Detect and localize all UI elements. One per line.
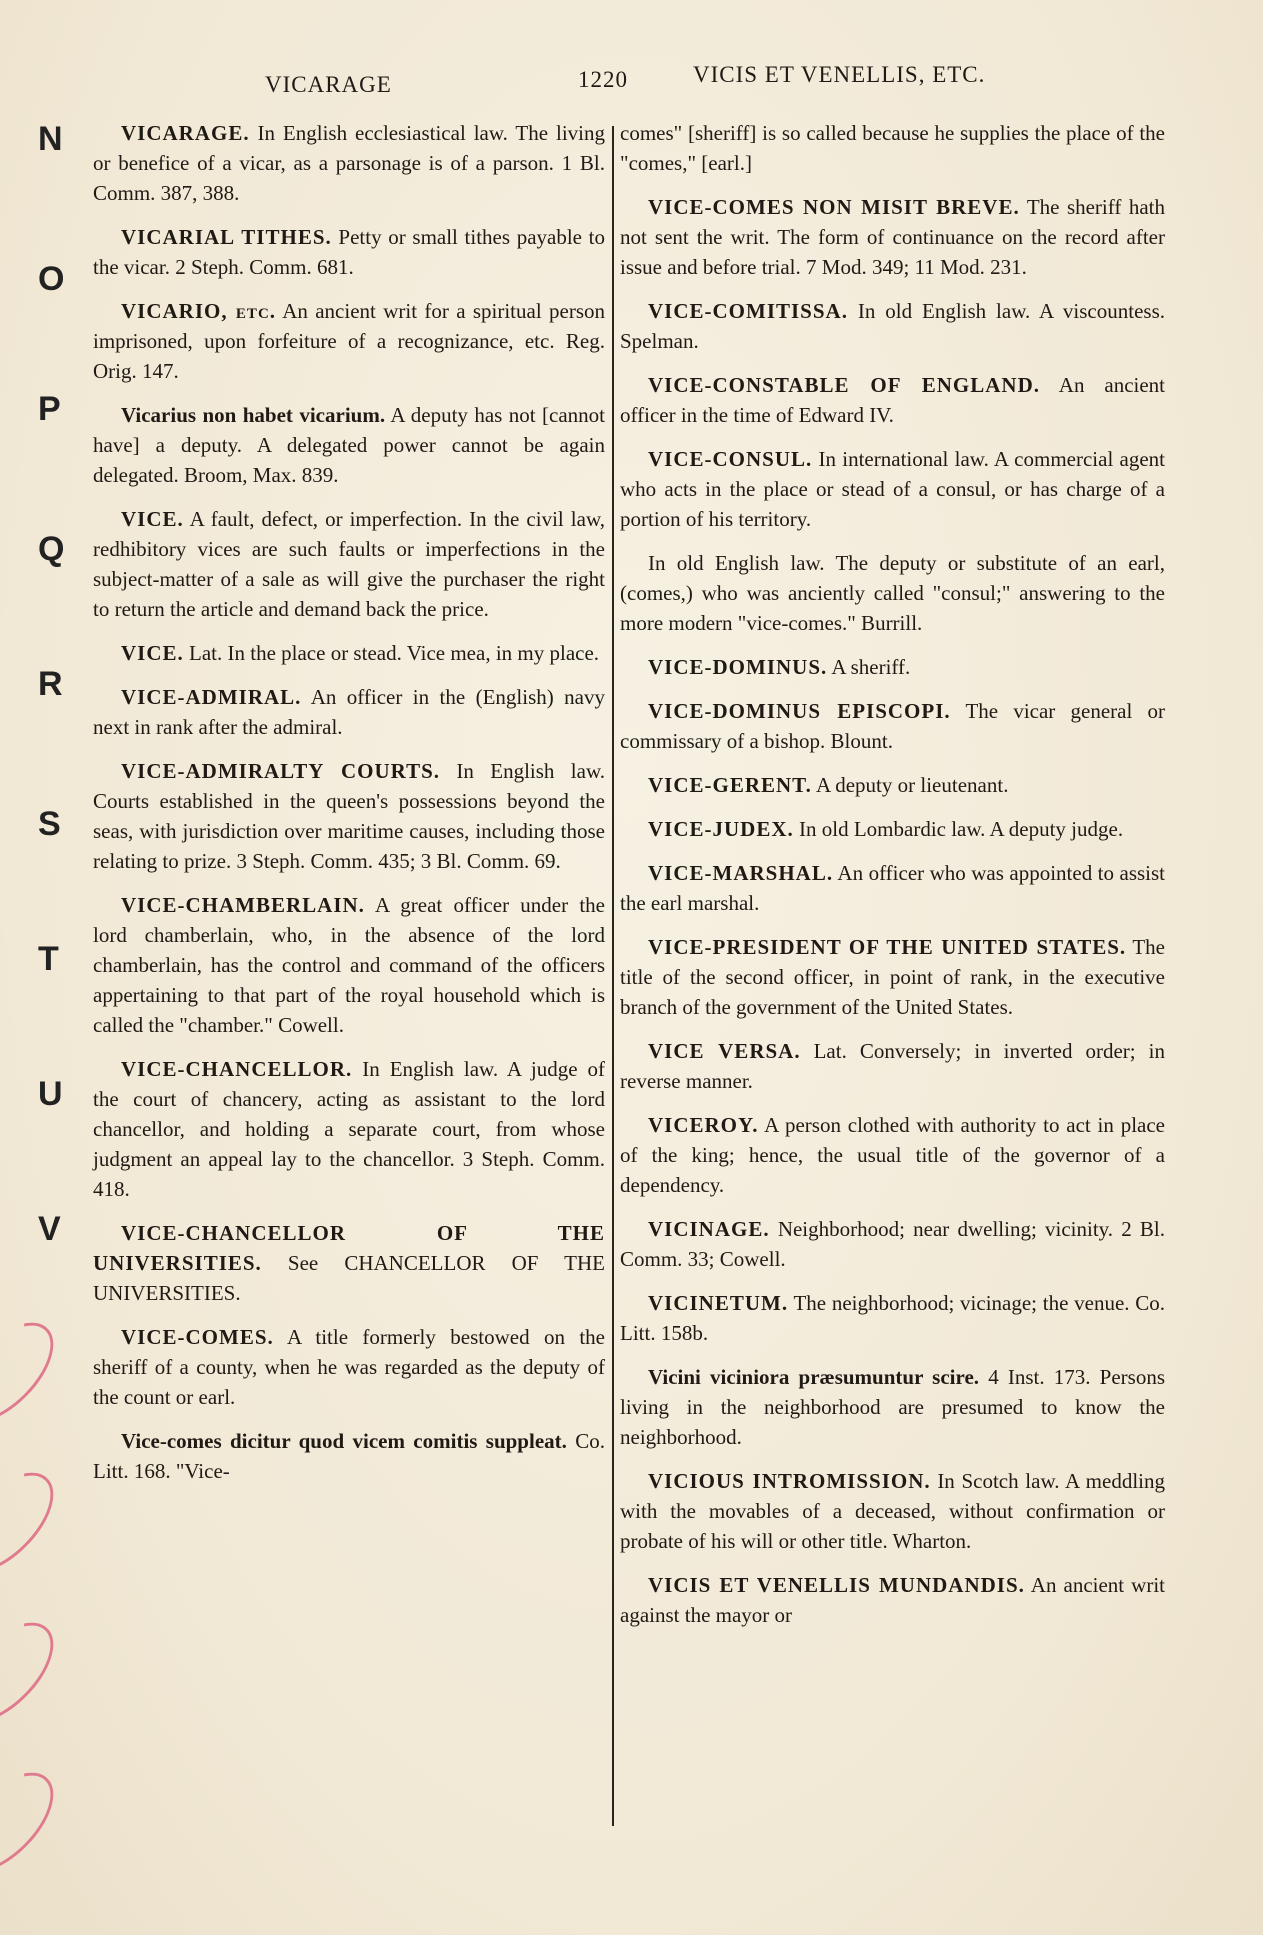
entry-definition: 4 Inst. 173. Persons living in the neighborhood are presumed to know the neighborhood.: [620, 1365, 1166, 1449]
entry-term: VICE-CONSUL.: [648, 447, 813, 471]
entry: [620, 1288, 1165, 1348]
entry: [93, 222, 605, 282]
entry-term: VICIOUS INTROMISSION.: [648, 1469, 931, 1493]
entry: [620, 814, 1165, 844]
entry: [620, 1214, 1165, 1274]
entry-definition: A fault, defect, or imperfection. In the civil law, redhibitory vices are such faults or imperfections in the subject-matter of a sale as will give the purchaser the right to return the article and demand back the price.: [93, 507, 605, 621]
entry-term: VICE-COMES.: [121, 1325, 274, 1349]
entry-term: VICE-DOMINUS.: [648, 655, 828, 679]
entry: [93, 890, 605, 1040]
entry-term: VICINAGE.: [648, 1217, 770, 1241]
entry-definition: A person clothed with authority to act in place of the king; hence, the usual title of the governor of a dependency.: [620, 1113, 1165, 1197]
entry-definition: The sheriff hath not sent the writ. The form of continuance on the record after issue and before trial. 7 Mod. 349; 11 Mod. 231.: [620, 195, 1166, 279]
entry: [620, 652, 1165, 682]
entry: [93, 1218, 605, 1308]
left-column: [93, 118, 605, 1500]
entry-definition: An ancient writ against the mayor or: [620, 1573, 1165, 1627]
thumb-tab-s[interactable]: S: [38, 805, 61, 843]
entry: [620, 770, 1165, 800]
entry-term: VICINETUM.: [648, 1291, 789, 1315]
entry-definition: In old English law. The deputy or substitute of an earl, (comes,) who was anciently called "consul;" answering to the more modern "vice-comes." Burrill.: [620, 551, 1165, 635]
entry-definition: In old Lombardic law. A deputy judge.: [799, 817, 1124, 841]
entry: [620, 370, 1165, 430]
entry-definition: The vicar general or commissary of a bishop. Blount.: [620, 699, 1165, 753]
thumb-tab-o[interactable]: O: [38, 260, 65, 298]
running-header: [0, 62, 1263, 102]
entry-term: VICEROY.: [648, 1113, 759, 1137]
entry-definition: An ancient officer in the time of Edward IV.: [620, 373, 1166, 427]
entry: [93, 400, 605, 490]
column-divider: [612, 126, 614, 1826]
entry-term: VICE-GERENT.: [648, 773, 812, 797]
entry: [620, 296, 1165, 356]
entry: [93, 296, 605, 386]
header-left-guideword: VICARAGE: [265, 72, 392, 97]
entry-term: VICE-CHANCELLOR OF THE UNIVERSITIES.: [93, 1221, 605, 1275]
entry-definition: The title of the second officer, in point of rank, in the executive branch of the government of the United States.: [620, 935, 1165, 1019]
margin-pencil-mark: [0, 1755, 71, 1891]
thumb-tab-t[interactable]: T: [38, 940, 59, 978]
entry-definition: Petty or small tithes payable to the vicar. 2 Steph. Comm. 681.: [93, 225, 605, 279]
entry-term: VICE.: [121, 641, 184, 665]
entry: [620, 1036, 1165, 1096]
entry-maxim: Vicini viciniora præsumuntur scire.: [648, 1365, 980, 1389]
entry-definition: Neighborhood; near dwelling; vicinity. 2 Bl. Comm. 33; Cowell.: [620, 1217, 1166, 1271]
entry-term: VICE-ADMIRALTY COURTS.: [121, 759, 441, 783]
thumb-tab-n[interactable]: N: [38, 120, 63, 158]
entry-definition: In English law. Courts established in the queen's possessions beyond the seas, with jurisdiction over maritime causes, including those relating to prize. 3 Steph. Comm. 435; 3 Bl. Comm. 69.: [93, 759, 606, 873]
entry-definition: A great officer under the lord chamberlain, who, in the absence of the lord chamberlain, has the control and command of the officers appertaining to that part of the royal household which is called the "chamber." Cowell.: [93, 893, 606, 1037]
entry: [93, 1322, 605, 1412]
entry-term: VICE-COMITISSA.: [648, 299, 848, 323]
entry-definition: An officer in the (English) navy next in rank after the admiral.: [93, 685, 605, 739]
entry-term: VICE-PRESIDENT OF THE UNITED STATES.: [648, 935, 1127, 959]
entry: [620, 696, 1165, 756]
entry-term: VICE-CONSTABLE OF ENGLAND.: [648, 373, 1040, 397]
entry-definition: In old English law. A viscountess. Spelman.: [620, 299, 1165, 353]
entry-term: VICE-COMES NON MISIT BREVE.: [648, 195, 1020, 219]
entry-definition: A sheriff.: [831, 655, 911, 679]
margin-pencil-mark: [0, 1605, 71, 1741]
entry: [93, 638, 605, 668]
entry: [93, 1054, 605, 1204]
entry-definition: Co. Litt. 168. "Vice-: [93, 1429, 605, 1483]
entry: [93, 504, 605, 624]
entry: [620, 858, 1165, 918]
entry-term: VICE.: [121, 507, 184, 531]
entry: [620, 1466, 1165, 1556]
entry-term: VICARIAL TITHES.: [121, 225, 332, 249]
thumb-tab-p[interactable]: P: [38, 390, 61, 428]
thumb-index: [38, 120, 78, 1320]
margin-pencil-mark: [0, 1305, 71, 1441]
entry-definition: In Scotch law. A meddling with the movables of a deceased, without confirmation or probate of his will or other title. Wharton.: [620, 1469, 1165, 1553]
entry: [93, 756, 605, 876]
entry-subsense: [620, 548, 1165, 638]
entry-term: VICE-MARSHAL.: [648, 861, 834, 885]
entry-term: VICE-CHAMBERLAIN.: [121, 893, 365, 917]
entry: [620, 1570, 1165, 1630]
entry-term: VICIS ET VENELLIS MUNDANDIS.: [648, 1573, 1025, 1597]
entry-definition: The neighborhood; vicinage; the venue. Co. Litt. 158b.: [620, 1291, 1165, 1345]
entry: [93, 118, 605, 208]
entry-definition: Lat. In the place or stead. Vice mea, in my place.: [189, 641, 600, 665]
entry-maxim: Vice-comes dicitur quod vicem comitis suppleat.: [121, 1429, 567, 1453]
entry-term: VICE-CHANCELLOR.: [121, 1057, 353, 1081]
thumb-tab-v[interactable]: V: [38, 1210, 61, 1248]
entry-continued: [620, 118, 1165, 178]
entry-term: VICE-DOMINUS EPISCOPI.: [648, 699, 951, 723]
entry: [620, 192, 1165, 282]
entry: [620, 1110, 1165, 1200]
entry-definition: In English ecclesiastical law. The living or benefice of a vicar, as a parsonage is of a parson. 1 Bl. Comm. 387, 388.: [93, 121, 606, 205]
entry-maxim: Vicarius non habet vicarium.: [121, 403, 386, 427]
entry-term: VICE-JUDEX.: [648, 817, 794, 841]
page-number: 1220: [578, 67, 628, 92]
thumb-tab-r[interactable]: R: [38, 665, 63, 703]
entry: [620, 932, 1165, 1022]
entry-definition: An ancient writ for a spiritual person imprisoned, upon forfeiture of a recognizance, etc. Reg. Orig. 147.: [93, 299, 605, 383]
thumb-tab-q[interactable]: Q: [38, 530, 65, 568]
entry: [93, 1426, 605, 1486]
entry-definition: In English law. A judge of the court of chancery, acting as assistant to the lord chancellor, and holding a separate court, from whose judgment an appeal lay to the chancellor. 3 Steph. Comm. 418.: [93, 1057, 606, 1201]
entry-definition: In international law. A commercial agent who acts in the place or stead of a consul, or has charge of a portion of his territory.: [620, 447, 1165, 531]
entry-definition: A title formerly bestowed on the sheriff of a county, when he was regarded as the deputy of the count or earl.: [93, 1325, 606, 1409]
entry-definition: comes" [sheriff] is so called because he supplies the place of the "comes," [earl.]: [620, 121, 1165, 175]
entry-term: VICE VERSA.: [648, 1039, 801, 1063]
entry: [620, 1362, 1165, 1452]
entry-definition: A deputy has not [cannot have] a deputy. A delegated power cannot be again delegated. Broom, Max. 839.: [93, 403, 605, 487]
entry: [93, 682, 605, 742]
entry-definition: An officer who was appointed to assist the earl marshal.: [620, 861, 1166, 915]
entry-definition: Lat. Conversely; in inverted order; in reverse manner.: [620, 1039, 1165, 1093]
entry-definition: See CHANCELLOR OF THE UNIVERSITIES.: [93, 1251, 605, 1305]
right-column: [620, 118, 1165, 1644]
entry-term: VICE-ADMIRAL.: [121, 685, 302, 709]
entry: [620, 444, 1165, 534]
header-right-guideword: VICIS ET VENELLIS, ETC.: [693, 62, 986, 87]
entry-definition: A deputy or lieutenant.: [815, 773, 1009, 797]
entry-term: VICARIO, etc.: [121, 299, 277, 323]
margin-pencil-mark: [0, 1455, 71, 1591]
entry-term: VICARAGE.: [121, 121, 250, 145]
thumb-tab-u[interactable]: U: [38, 1075, 63, 1113]
